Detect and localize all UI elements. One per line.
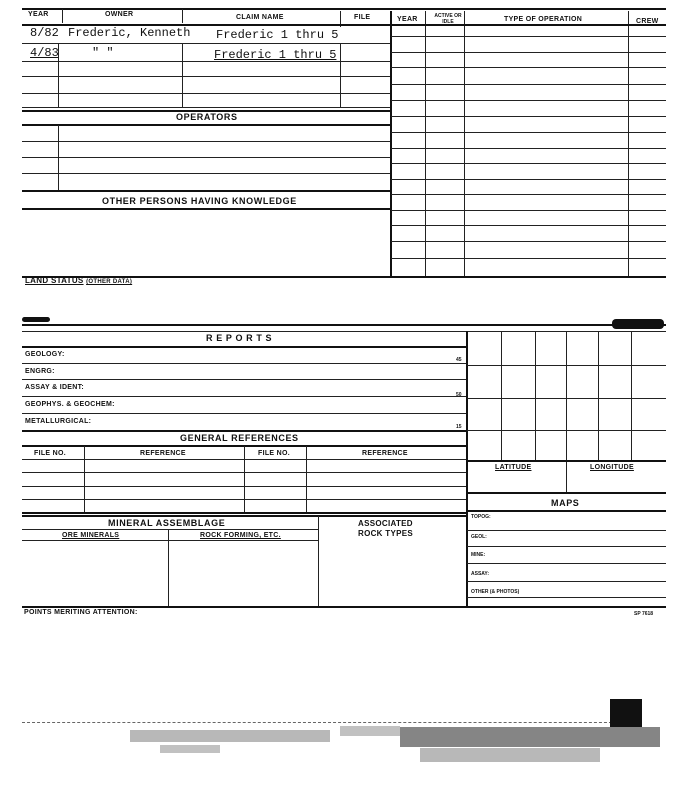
reports-title: R E P O R T S	[206, 333, 273, 343]
points-meriting-attention-label: POINTS MERITING ATTENTION:	[24, 609, 138, 616]
claim-row-1-year: 8/82	[30, 26, 59, 40]
operators-title: OPERATORS	[176, 112, 238, 122]
report-geology-label: GEOLOGY:	[25, 351, 65, 358]
ore-minerals-label: ORE MINERALS	[62, 532, 120, 539]
maps-geol-label: GEOL:	[471, 534, 487, 540]
claim-row-2-owner: " "	[92, 46, 114, 60]
maps-topog-label: TOPOG:	[471, 514, 491, 520]
header-crew: CREW	[636, 18, 659, 25]
scan-black-block	[610, 699, 642, 727]
maps-other-label: OTHER (& PHOTOS)	[471, 589, 520, 595]
report-metallurgical-label: METALLURGICAL:	[25, 418, 92, 425]
ref-header-reference-1: REFERENCE	[140, 450, 186, 457]
margin-mark-left	[22, 317, 50, 322]
header-claim-name: CLAIM NAME	[236, 14, 284, 21]
claim-row-1-claim: Frederic 1 thru 5	[216, 28, 339, 42]
maps-assay-label: ASSAY:	[471, 571, 490, 577]
header-activity-year: YEAR	[397, 16, 418, 23]
ref-header-file-no-1: FILE NO.	[34, 450, 66, 457]
header-file: FILE	[354, 14, 371, 21]
form-number: SP 7618	[634, 611, 654, 617]
other-persons-title: OTHER PERSONS HAVING KNOWLEDGE	[102, 196, 297, 206]
header-type-of-operation: TYPE OF OPERATION	[504, 16, 583, 23]
rock-forming-label: ROCK FORMING, ETC.	[200, 532, 281, 539]
mineral-assemblage-title: MINERAL ASSEMBLAGE	[108, 518, 226, 528]
longitude-label: LONGITUDE	[590, 464, 634, 471]
report-assay-label: ASSAY & IDENT:	[25, 384, 85, 391]
header-owner: OWNER	[105, 11, 134, 18]
report-geophys-label: GEOPHYS. & GEOCHEM:	[25, 401, 115, 408]
land-status-title: LAND STATUS	[25, 276, 84, 285]
general-references-title: GENERAL REFERENCES	[180, 433, 299, 443]
report-assay-num: 50	[456, 392, 462, 398]
land-status-subtitle: (OTHER DATA)	[86, 279, 133, 285]
claim-row-2-claim: Frederic 1 thru 5	[214, 48, 337, 62]
maps-mine-label: MINE:	[471, 552, 486, 558]
latitude-label: LATITUDE	[495, 464, 532, 471]
associated-rock-types-line1: ASSOCIATED	[358, 519, 413, 528]
ref-header-reference-2: REFERENCE	[362, 450, 408, 457]
claim-row-2-year: 4/83	[30, 46, 59, 60]
header-year: YEAR	[28, 11, 49, 18]
header-active-idle: ACTIVE OR IDLE	[434, 13, 462, 25]
claim-row-1-owner: Frederic, Kenneth	[68, 26, 191, 40]
report-metallurgical-num: 15	[456, 424, 462, 430]
associated-rock-types-line2: ROCK TYPES	[358, 529, 414, 538]
land-status-label	[25, 276, 132, 285]
report-engrg-label: ENGRG:	[25, 368, 55, 375]
ref-header-file-no-2: FILE NO.	[258, 450, 290, 457]
maps-title: MAPS	[551, 498, 580, 508]
report-geology-num: 45	[456, 357, 462, 363]
